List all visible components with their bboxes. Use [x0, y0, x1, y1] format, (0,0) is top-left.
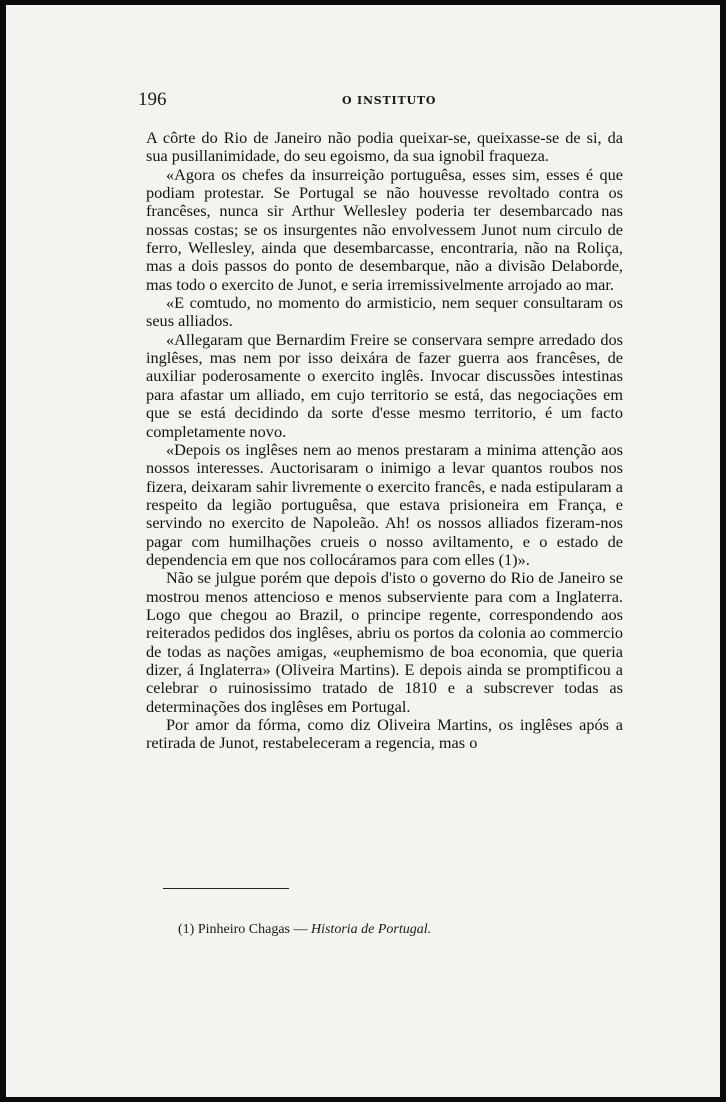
- paragraph-2: «Agora os chefes da insurreição portuguêsa, esses sim, esses é que podiam protestar. Se Portugal se não houvesse revoltado contra os francêses, nunca sir Arthur Wellesley poderia ter desembarcado nas nossas costas; se os insurgentes não envolvessem Junot num circulo de ferro, Wellesley, ainda que desembarcasse, encontraria, não na Roliça, mas a dois passos do ponto de desembarque, não a divisão Delaborde, mas todo o exercito de Junot, e seria irremissivelmente arrojado ao mar.: [146, 164, 623, 294]
- running-header: [6, 89, 720, 111]
- footnote-work: Historia de Portugal.: [310, 922, 432, 937]
- paragraph-6: Não se julgue porém que depois d'isto o governo do Rio de Janeiro se mostrou menos attencioso e menos subserviente para com a Inglaterra. Logo que chegou ao Brazil, o principe regente, correspondendo aos reiterados pedidos dos inglêses, abriu os portos da colonia ao commercio de todas as nações amigas, «euphemismo de boa economia, que queria dizer, á Inglaterra» (Oliveira Martins). E depois ainda se promptificou a celebrar o ruinosissimo tratado de 1810 e a subscrever todas as determinações dos inglêses em Portugal.: [146, 568, 623, 716]
- paragraph-7: Por amor da fórma, como diz Oliveira Martins, os inglêses após a retirada de Junot, restabeleceram a regencia, mas o: [146, 715, 623, 753]
- journal-title: O INSTITUTO: [342, 94, 437, 107]
- body-text: [146, 129, 623, 753]
- footnote-divider: [163, 888, 289, 889]
- document-page: [6, 5, 720, 1097]
- paragraph-4: «Allegaram que Bernardim Freire se conservara sempre arredado dos inglêses, mas nem por isso deixára de fazer guerra aos francêses, de auxiliar poderosamente o exercito inglês. Invocar discussões intestinas para afastar um alliado, em cujo territorio se está, das negociações em que se está decidindo da sorte d'esse mesmo territorio, é um facto completamente novo.: [146, 329, 623, 441]
- paragraph-3: «E comtudo, no momento do armisticio, nem sequer consultaram os seus alliados.: [146, 293, 623, 331]
- footnote-author: Pinheiro Chagas —: [197, 922, 308, 937]
- footnote-marker: (1): [178, 922, 195, 937]
- footnote: [178, 922, 431, 938]
- paragraph-5: «Depois os inglêses nem ao menos prestaram a minima attenção aos nossos interesses. Auctorisaram o inimigo a levar quantos roubos nos fizera, deixaram sahir livremente o exercito francês, e nada estipularam a respeito da legião portuguêsa, que estava prisioneira em França, e servindo no exercito de Napoleão. Ah! os nossos alliados fizeram-nos pagar com humilhações crueis o nosso aviltamento, e o estado de dependencia em que nos collocáramos para com elles (1)».: [146, 439, 623, 569]
- paragraph-1: A côrte do Rio de Janeiro não podia queixar-se, queixasse-se de si, da sua pusillanimidade, do seu egoismo, da sua ignobil fraqueza.: [146, 128, 623, 166]
- page-number: 196: [138, 89, 167, 110]
